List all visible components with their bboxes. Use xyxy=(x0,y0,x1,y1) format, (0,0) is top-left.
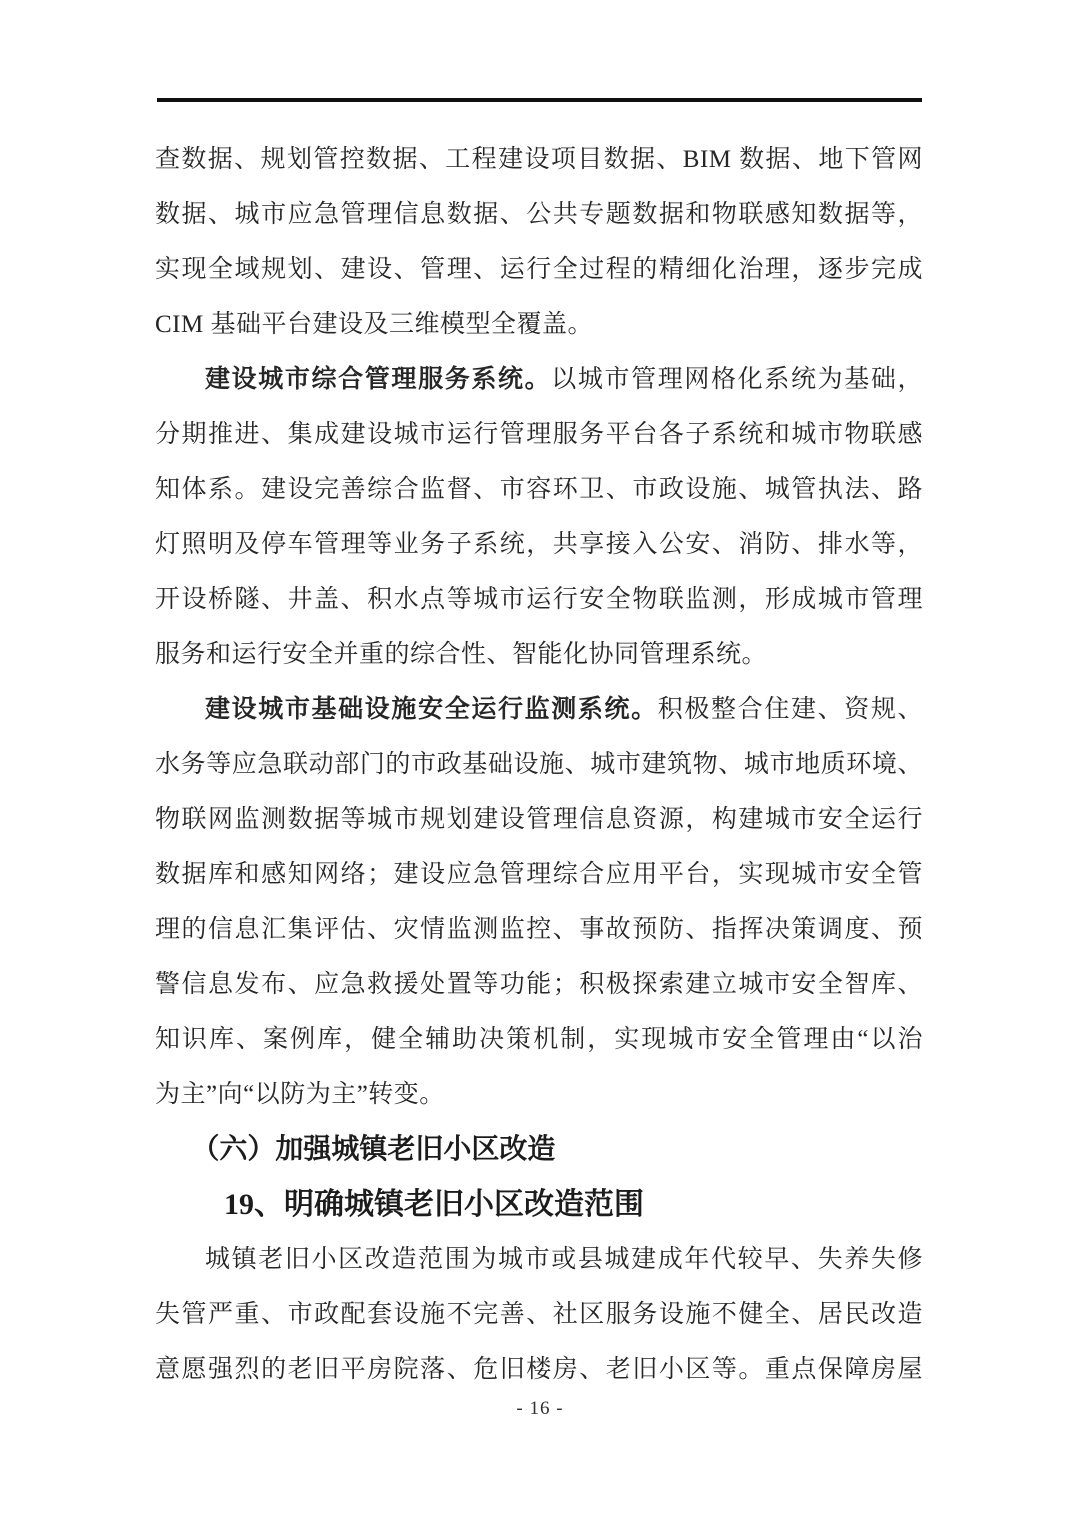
paragraph-lead-rest-text: 以城市管理网格化系统为基础， xyxy=(551,366,923,393)
paragraph-lead-bold-text: 建设城市基础设施安全运行监测系统。 xyxy=(205,696,658,723)
section-heading-six: （六）加强城镇老旧小区改造 xyxy=(191,1134,556,1165)
paragraph-line: 分期推进、集成建设城市运行管理服务平台各子系统和城市物联感 xyxy=(155,421,923,448)
paragraph-line: 物联网监测数据等城市规划建设管理信息资源，构建城市安全运行 xyxy=(155,806,923,833)
header-rule xyxy=(157,98,922,102)
paragraph-lead-bold-text: 建设城市综合管理服务系统。 xyxy=(205,366,552,393)
paragraph-line: 意愿强烈的老旧平房院落、危旧楼房、老旧小区等。重点保障房屋 xyxy=(155,1356,923,1383)
paragraph-line: 数据库和感知网络；建设应急管理综合应用平台，实现城市安全管 xyxy=(155,861,923,888)
page-content xyxy=(155,132,923,1397)
item-heading-19: 19、明确城镇老旧小区改造范围 xyxy=(224,1188,644,1221)
paragraph-line: 查数据、规划管控数据、工程建设项目数据、BIM 数据、地下管网 xyxy=(155,146,923,173)
paragraph-lead-line xyxy=(155,682,923,737)
paragraph-old-district-renovation xyxy=(155,1232,923,1397)
paragraph-line: 警信息发布、应急救援处置等功能；积极探索建立城市安全智库、 xyxy=(155,971,923,998)
paragraph-line: 灯照明及停车管理等业务子系统，共享接入公安、消防、排水等， xyxy=(155,531,923,558)
paragraph-line: 水务等应急联动部门的市政基础设施、城市建筑物、城市地质环境、 xyxy=(155,751,923,778)
paragraph-line: 数据、城市应急管理信息数据、公共专题数据和物联感知数据等， xyxy=(155,201,923,228)
paragraph-city-management-system xyxy=(155,352,923,682)
paragraph-line: 知识库、案例库，健全辅助决策机制，实现城市安全管理由“以治 xyxy=(155,1026,923,1053)
paragraph-line: 服务和运行安全并重的综合性、智能化协同管理系统。 xyxy=(155,641,768,668)
paragraph-line: 理的信息汇集评估、灾情监测监控、事故预防、指挥决策调度、预 xyxy=(155,916,923,943)
paragraph-lead-rest-text: 积极整合住建、资规、 xyxy=(657,696,923,723)
paragraph-infrastructure-safety-system xyxy=(155,682,923,1122)
paragraph-line: 开设桥隧、井盖、积水点等城市运行安全物联监测，形成城市管理 xyxy=(155,586,923,613)
paragraph-lead-line xyxy=(155,352,923,407)
page-number: - 16 - xyxy=(516,1398,564,1419)
paragraph-line: 实现全域规划、建设、管理、运行全过程的精细化治理，逐步完成 xyxy=(155,256,923,283)
paragraph-cim-platform xyxy=(155,132,923,352)
paragraph-line: 失管严重、市政配套设施不完善、社区服务设施不健全、居民改造 xyxy=(155,1301,923,1328)
paragraph-line: 知体系。建设完善综合监督、市容环卫、市政设施、城管执法、路 xyxy=(155,476,923,503)
paragraph-line: CIM 基础平台建设及三维模型全覆盖。 xyxy=(155,311,593,338)
paragraph-line: 为主”向“以防为主”转变。 xyxy=(155,1081,445,1108)
page-footer xyxy=(0,1398,1080,1420)
paragraph-line: 城镇老旧小区改造范围为城市或县城建成年代较早、失养失修 xyxy=(205,1246,923,1273)
